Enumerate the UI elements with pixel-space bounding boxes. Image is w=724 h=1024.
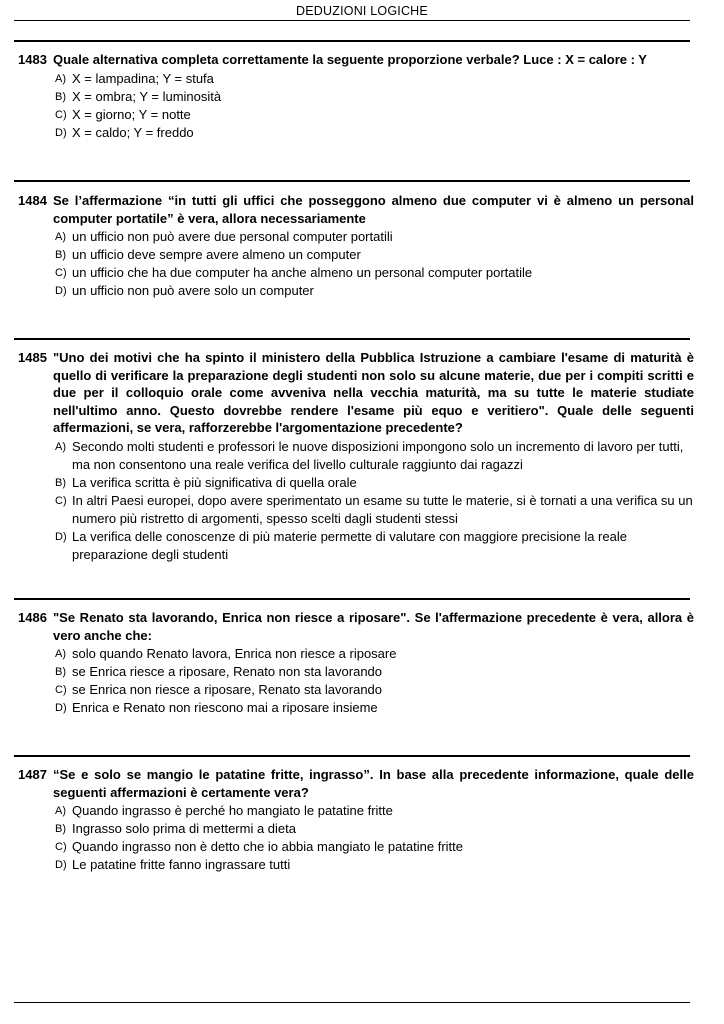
question-number: 1485	[18, 350, 47, 365]
answer-option-d[interactable]	[14, 528, 694, 564]
page-header-title: DEDUZIONI LOGICHE	[296, 4, 428, 18]
option-letter: A)	[55, 805, 66, 817]
question-text: Quale alternativa completa correttamente la seguente proporzione verbale? Luce : X = calore : Y	[53, 52, 647, 67]
option-letter: B)	[55, 666, 66, 678]
answer-option-a[interactable]	[14, 228, 694, 246]
option-text: X = giorno; Y = notte	[72, 106, 191, 122]
option-text: un ufficio non può avere due personal computer portatili	[72, 229, 393, 244]
option-text: In altri Paesi europei, dopo avere sperimentato un esame su tutte le materie, si è tornati a una verifica su un numero più ristretto di argomenti, spesso scelti dagli studenti stessi	[72, 492, 693, 526]
option-text: solo quando Renato lavora, Enrica non riesce a riposare	[72, 646, 397, 661]
question-1484	[14, 192, 694, 300]
question-text: “Se e solo se mangio le patatine fritte, ingrasso”. In base alla precedente informazione, quale delle seguenti affermazioni è certamente vera?	[53, 767, 694, 800]
option-letter: D)	[55, 702, 67, 714]
option-letter: B)	[55, 90, 66, 103]
footer-rule	[14, 1002, 690, 1003]
header-rule	[14, 20, 690, 21]
option-letter: C)	[55, 494, 67, 507]
option-letter: A)	[55, 648, 66, 660]
answer-option-d[interactable]	[14, 124, 694, 142]
option-text: un ufficio che ha due computer ha anche almeno un personal computer portatile	[72, 265, 533, 280]
answer-option-b[interactable]	[14, 88, 694, 106]
question-separator	[14, 40, 690, 42]
answer-option-d[interactable]	[14, 282, 694, 300]
question-separator	[14, 338, 690, 340]
answer-option-c[interactable]	[14, 681, 694, 699]
answer-option-a[interactable]	[14, 70, 694, 88]
option-letter: A)	[55, 231, 66, 243]
option-letter: D)	[55, 530, 67, 543]
option-text: Quando ingrasso è perché ho mangiato le patatine fritte	[72, 803, 393, 818]
answer-option-b[interactable]	[14, 246, 694, 264]
option-text: La verifica scritta è più significativa di quella orale	[72, 474, 357, 490]
question-1487	[14, 766, 694, 874]
option-text: La verifica delle conoscenze di più materie permette di valutare con maggiore precisione la reale preparazione degli studenti	[72, 528, 627, 562]
question-separator	[14, 180, 690, 182]
option-text: Secondo molti studenti e professori le nuove disposizioni impongono solo un incremento di lavoro per tutti, ma non consentono una reale verifica del livello culturale raggiunto dai ragazzi	[72, 438, 684, 472]
question-1486	[14, 609, 694, 717]
option-text: se Enrica non riesce a riposare, Renato sta lavorando	[72, 682, 383, 697]
option-letter: A)	[55, 440, 66, 453]
answer-option-a[interactable]	[14, 802, 694, 820]
answer-option-d[interactable]	[14, 856, 694, 874]
option-letter: B)	[55, 249, 66, 261]
answer-option-c[interactable]	[14, 492, 694, 528]
answer-option-c[interactable]	[14, 106, 694, 124]
answer-option-d[interactable]	[14, 699, 694, 717]
option-text: X = caldo; Y = freddo	[72, 124, 194, 140]
option-letter: D)	[55, 859, 67, 871]
question-1485	[14, 349, 694, 564]
question-1483	[14, 51, 694, 142]
question-number: 1486	[18, 610, 47, 625]
answer-option-c[interactable]	[14, 838, 694, 856]
question-separator	[14, 598, 690, 600]
option-letter: C)	[55, 684, 67, 696]
answer-option-b[interactable]	[14, 820, 694, 838]
option-text: un ufficio deve sempre avere almeno un computer	[72, 247, 361, 262]
answer-option-a[interactable]	[14, 438, 694, 474]
question-number: 1484	[18, 193, 47, 208]
option-text: Quando ingrasso non è detto che io abbia mangiato le patatine fritte	[72, 839, 463, 854]
answer-option-a[interactable]	[14, 645, 694, 663]
option-letter: C)	[55, 267, 67, 279]
option-text: Enrica e Renato non riescono mai a riposare insieme	[72, 700, 378, 715]
answer-option-c[interactable]	[14, 264, 694, 282]
question-separator	[14, 755, 690, 757]
answer-option-b[interactable]	[14, 663, 694, 681]
option-letter: A)	[55, 72, 66, 85]
option-text: Ingrasso solo prima di mettermi a dieta	[72, 821, 296, 836]
option-text: X = lampadina; Y = stufa	[72, 70, 214, 86]
option-letter: B)	[55, 476, 66, 489]
option-letter: C)	[55, 841, 67, 853]
option-text: Le patatine fritte fanno ingrassare tutti	[72, 857, 291, 872]
question-number: 1483	[18, 52, 47, 67]
option-letter: D)	[55, 285, 67, 297]
option-letter: C)	[55, 108, 67, 121]
question-text: Se l’affermazione “in tutti gli uffici che posseggono almeno due computer vi è almeno un personal computer portatile” è vera, allora necessariamente	[53, 193, 694, 226]
option-text: X = ombra; Y = luminosità	[72, 88, 222, 104]
question-number: 1487	[18, 767, 47, 782]
option-text: se Enrica riesce a riposare, Renato non sta lavorando	[72, 664, 383, 679]
option-text: un ufficio non può avere solo un computer	[72, 283, 314, 298]
answer-option-b[interactable]	[14, 474, 694, 492]
option-letter: B)	[55, 823, 66, 835]
option-letter: D)	[55, 126, 67, 139]
question-text: "Se Renato sta lavorando, Enrica non riesce a riposare". Se l'affermazione precedente è vera, allora è vero anche che:	[53, 610, 694, 643]
question-text: "Uno dei motivi che ha spinto il ministero della Pubblica Istruzione a cambiare l'esame di maturità è quello di verificare la preparazione degli studenti non solo su alcune materie, due per i compiti scritti e due per il colloquio orale come avveniva nella vecchia maturità, ma su tutte le materie studiate nell'ultimo anno. Questo dovrebbe rendere l'esame più equo e veritiero". Quale delle seguenti affermazioni, se vera, rafforzerebbe l'argomentazione precedente?	[53, 350, 694, 435]
